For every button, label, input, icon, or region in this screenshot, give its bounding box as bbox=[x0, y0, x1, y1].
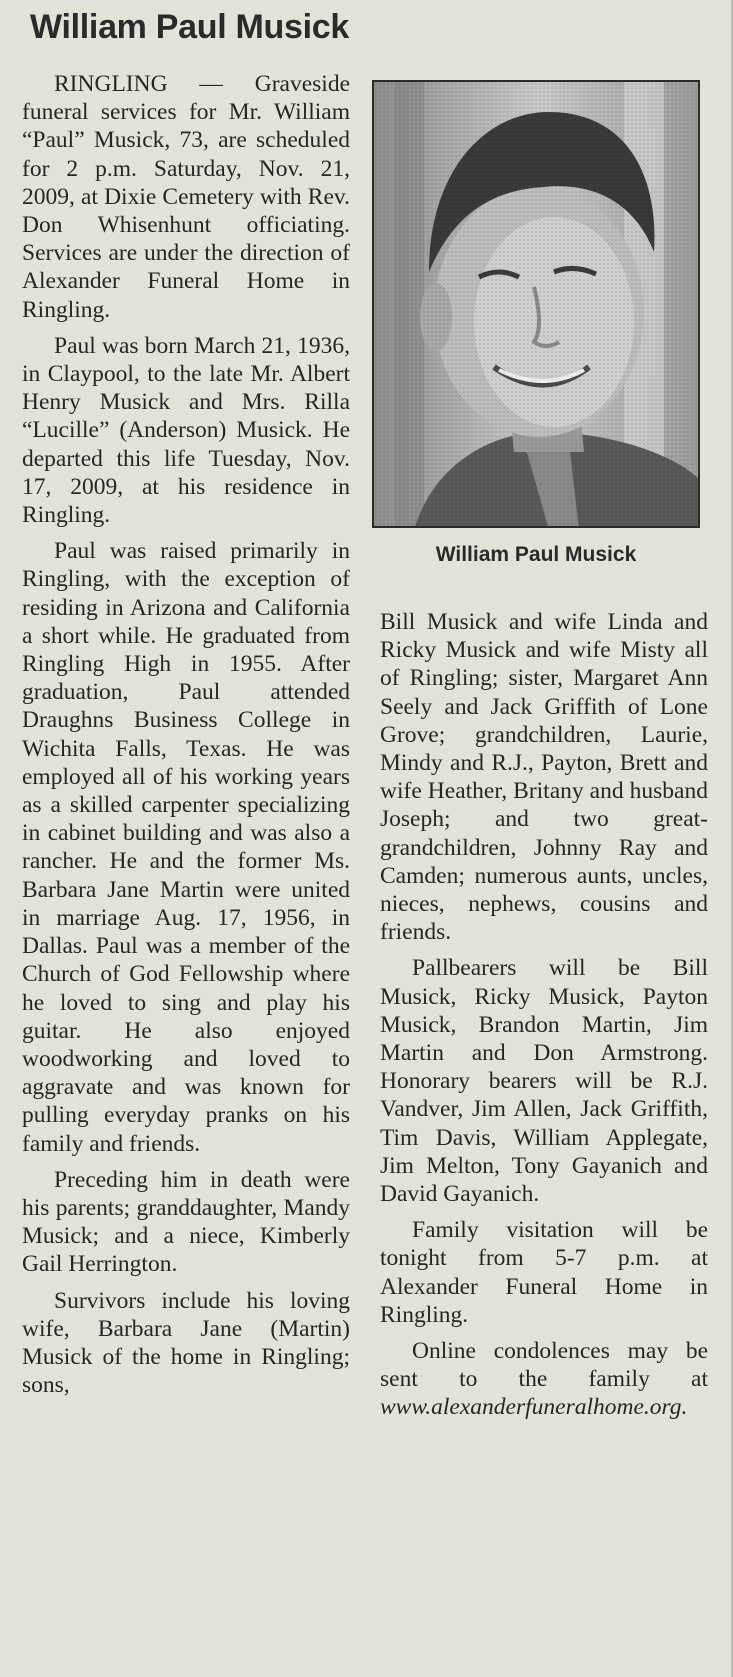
paragraph-visitation: Family visitation will be tonight from 5-7 p.m. at Alexander Funeral Home in Ringling. bbox=[380, 1217, 708, 1328]
paragraph-life: Paul was raised primarily in Ringling, with the exception of residing in Arizona and California a short while. He graduated from Ringling High in 1955. After graduation, Paul attended Draughns Business College in Wichita Falls, Texas. He was employed all of his working years as a skilled carpenter specializing in cabinet building and was also a rancher. He and the former Ms. Barbara Jane Martin were united in marriage Aug. 17, 1956, in Dallas. Paul was a member of the Church of God Fellowship where he loved to sing and play his guitar. He also enjoyed woodworking and loved to aggravate and was known for pulling everyday pranks on his family and friends. bbox=[22, 538, 350, 1157]
portrait-photo bbox=[372, 80, 700, 528]
condolences-text: Online condolences may be sent to the family at bbox=[380, 1338, 708, 1393]
right-column bbox=[380, 608, 708, 1430]
portrait-image bbox=[374, 82, 700, 528]
paragraph-condolences bbox=[380, 1337, 708, 1422]
paragraph-pallbearers: Pallbearers will be Bill Musick, Ricky Musick, Payton Musick, Brandon Martin, Jim Martin and Don Armstrong. Honorary bearers will be R.J. Vandver, Jim Allen, Jack Griffith, Tim Davis, William Applegate, Jim Melton, Tony Gayanich and David Gayanich. bbox=[380, 955, 708, 1208]
left-column bbox=[22, 70, 350, 1407]
paragraph-survivors-start: Survivors include his loving wife, Barbara Jane (Martin) Musick of the home in Ringling; sons, bbox=[22, 1287, 350, 1399]
photo-caption: William Paul Musick bbox=[435, 543, 637, 566]
paragraph-survivors-cont: Bill Musick and wife Linda and Ricky Musick and wife Misty all of Ringling; sister, Margaret Ann Seely and Jack Griffith of Lone Grove; grandchildren, Laurie, Mindy and R.J., Payton, Brett and wife Heather, Britany and husband Joseph; and two great-grandchildren, Johnny Ray and Camden; numerous aunts, uncles, nieces, nephews, cousins and friends. bbox=[380, 609, 708, 946]
paragraph-services: RINGLING — Graveside funeral services for Mr. William “Paul” Musick, 73, are scheduled for 2 p.m. Saturday, Nov. 21, 2009, at Dixie Cemetery with Rev. Don Whisenhunt officiating. Services are under the direction of Alexander Funeral Home in Ringling. bbox=[22, 71, 350, 323]
headline: William Paul Musick bbox=[30, 8, 349, 46]
paragraph-preceded: Preceding him in death were his parents; granddaughter, Mandy Musick; and a niece, Kimberly Gail Herrington. bbox=[22, 1166, 350, 1278]
condolence-url-link[interactable]: www.alexanderfuneralhome.org. bbox=[380, 1394, 688, 1421]
paragraph-birth: Paul was born March 21, 1936, in Claypool, to the late Mr. Albert Henry Musick and Mrs. Rilla “Lucille” (Anderson) Musick. He departed this life Tuesday, Nov. 17, 2009, at his residence in Ringling. bbox=[22, 332, 350, 529]
